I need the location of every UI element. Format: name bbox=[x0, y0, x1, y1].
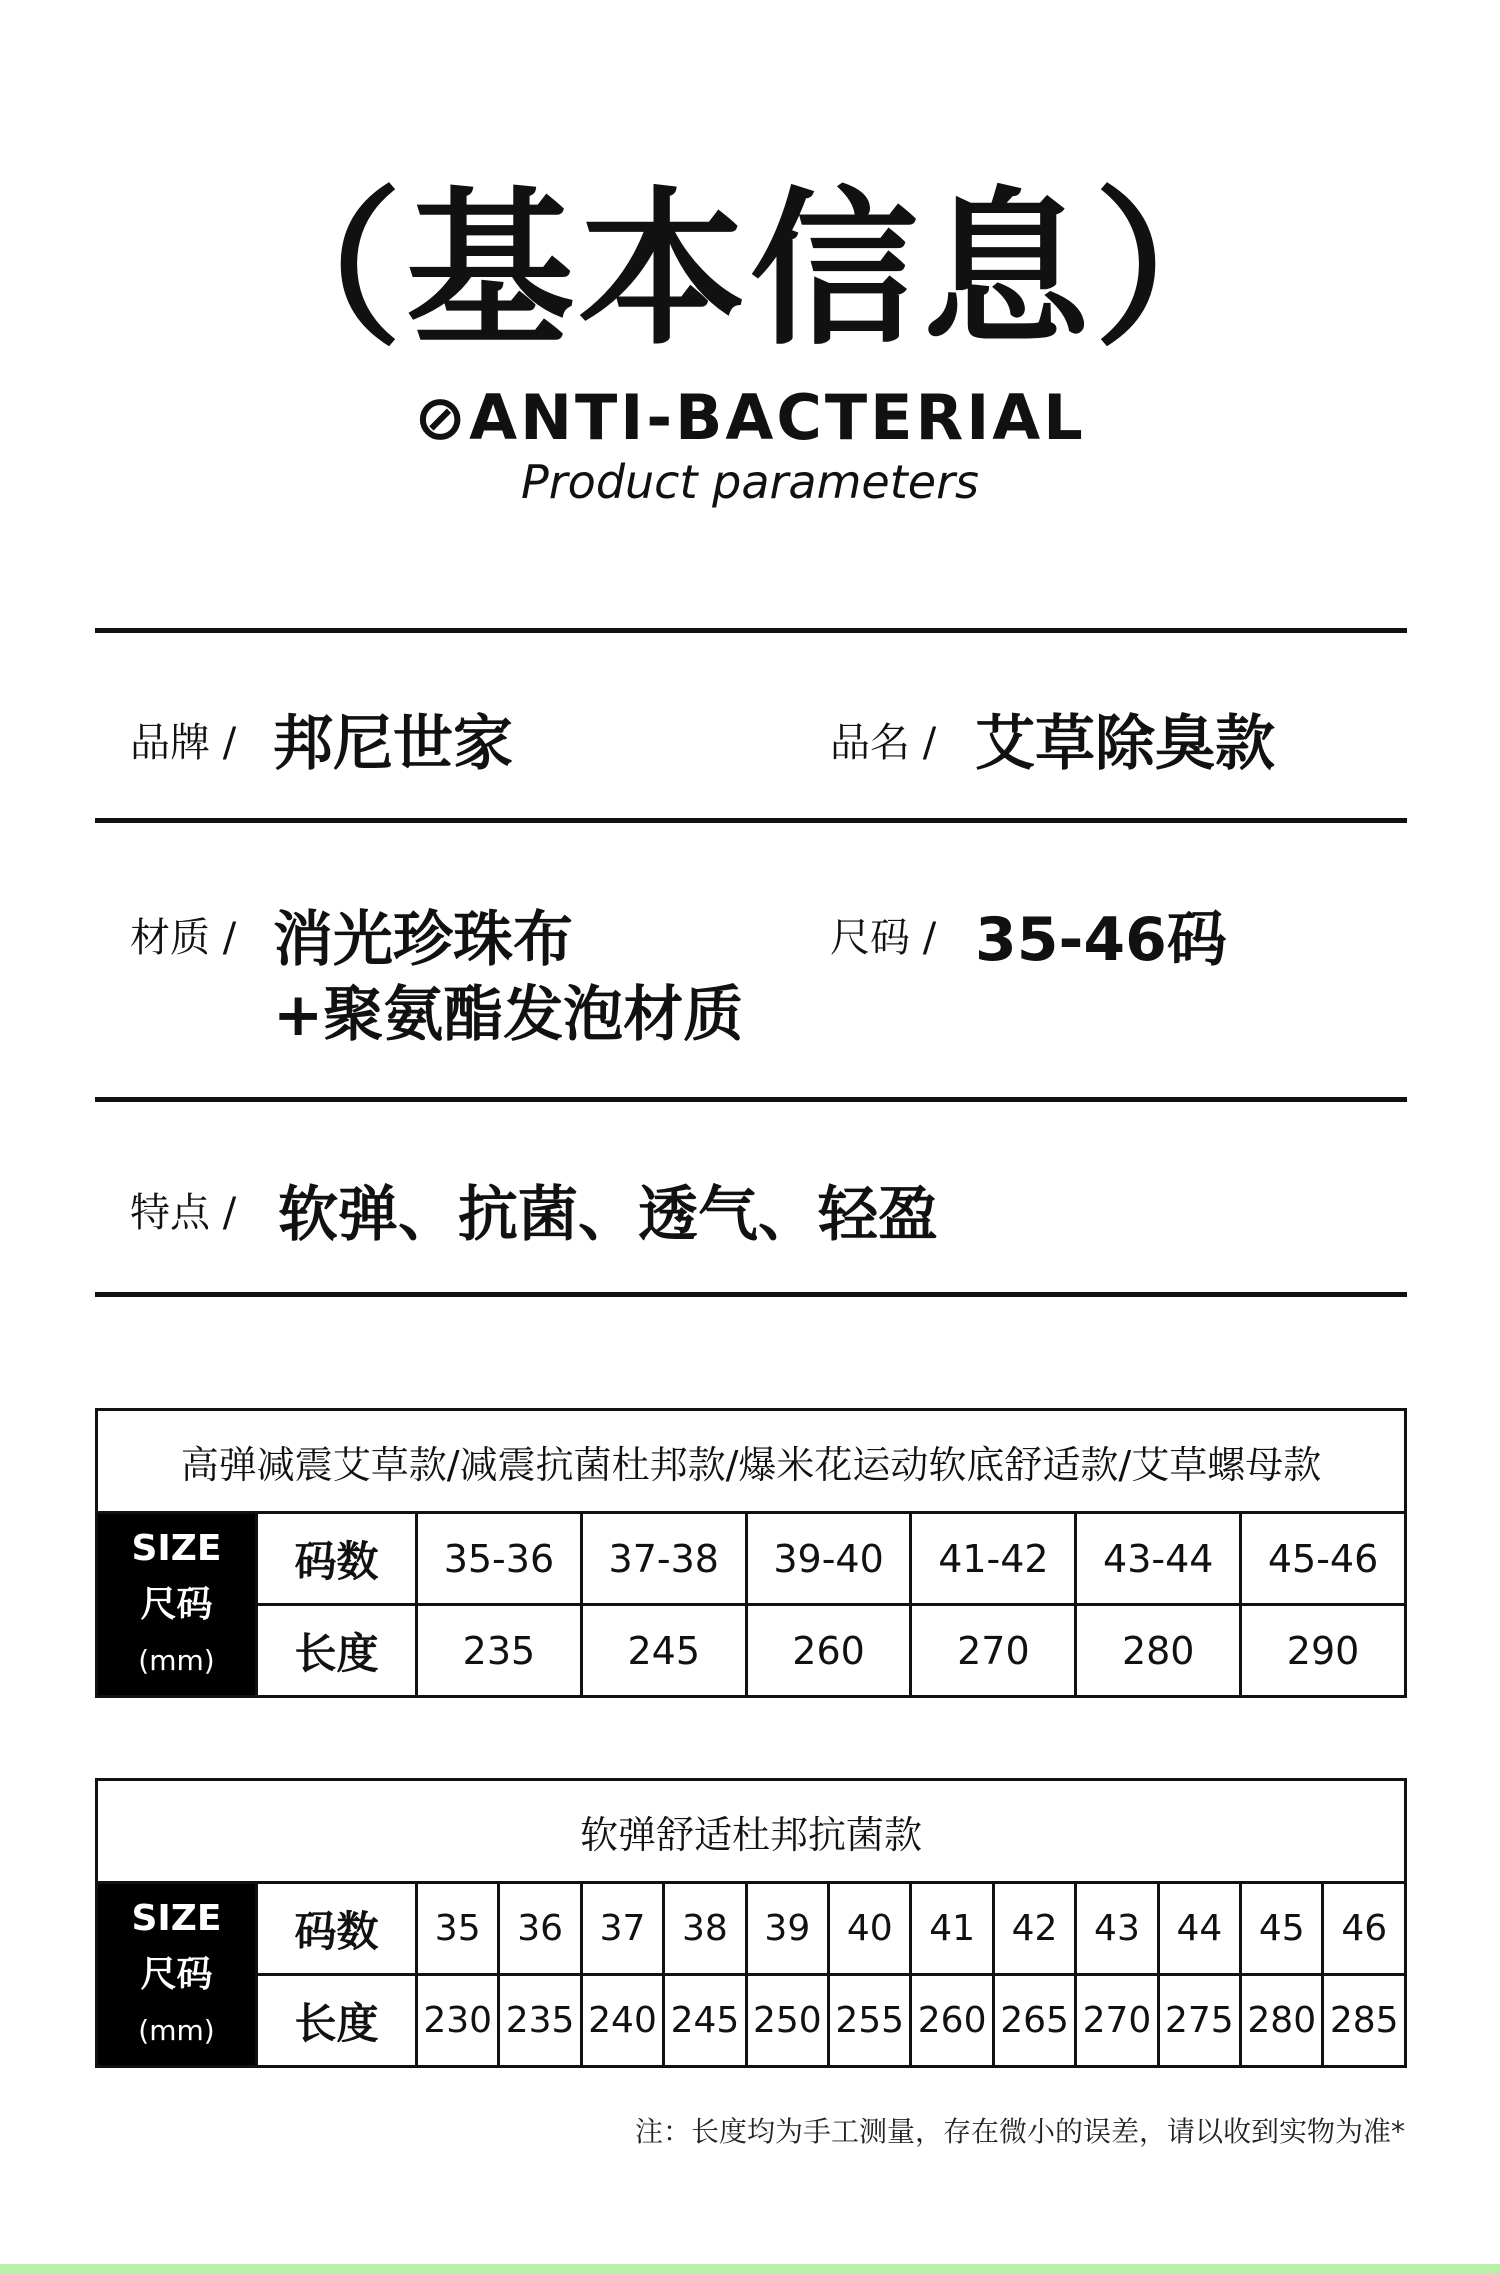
length-cell: 235 bbox=[499, 1975, 581, 2067]
divider-line bbox=[95, 628, 1407, 633]
material-label: 材质 / bbox=[130, 915, 237, 961]
length-cell: 260 bbox=[911, 1975, 993, 2067]
row-label-length: 长度 bbox=[257, 1605, 417, 1697]
material-value-line1: 消光珍珠布 bbox=[273, 905, 573, 975]
table-title: 软弹舒适杜邦抗菌款 bbox=[97, 1780, 1406, 1883]
size-range-value: 35-46码 bbox=[975, 905, 1227, 975]
divider-line bbox=[95, 818, 1407, 823]
size-cell: 39 bbox=[746, 1883, 828, 1975]
length-cell: 255 bbox=[829, 1975, 911, 2067]
divider-line bbox=[95, 1292, 1407, 1297]
length-cell: 250 bbox=[746, 1975, 828, 2067]
size-table-1 bbox=[95, 1408, 1407, 1698]
size-cell: 45-46 bbox=[1241, 1513, 1406, 1605]
row-label-length: 长度 bbox=[257, 1975, 417, 2067]
length-cell: 275 bbox=[1158, 1975, 1240, 2067]
size-range-label: 尺码 / bbox=[830, 915, 937, 961]
product-name-label: 品名 / bbox=[830, 720, 937, 766]
length-cell: 230 bbox=[417, 1975, 499, 2067]
brand-value: 邦尼世家 bbox=[273, 709, 513, 779]
size-cell: 41-42 bbox=[911, 1513, 1076, 1605]
length-cell: 290 bbox=[1241, 1605, 1406, 1697]
page-title: （基本信息） bbox=[234, 172, 1266, 368]
product-parameters-subtitle: Product parameters bbox=[521, 455, 979, 509]
length-cell: 270 bbox=[911, 1605, 1076, 1697]
length-cell: 260 bbox=[746, 1605, 911, 1697]
size-cell: 46 bbox=[1323, 1883, 1406, 1975]
size-cell: 45 bbox=[1241, 1883, 1323, 1975]
length-cell: 235 bbox=[417, 1605, 582, 1697]
features-value: 软弹、抗菌、透气、轻盈 bbox=[278, 1180, 938, 1250]
material-value-line2: +聚氨酯发泡材质 bbox=[273, 980, 744, 1050]
length-cell: 245 bbox=[581, 1605, 746, 1697]
size-cell: 37-38 bbox=[581, 1513, 746, 1605]
row-label-size: 码数 bbox=[257, 1883, 417, 1975]
size-cell: 41 bbox=[911, 1883, 993, 1975]
size-unit-header: SIZE 尺码 (mm) bbox=[97, 1513, 257, 1697]
size-cell: 37 bbox=[581, 1883, 663, 1975]
size-cell: 35 bbox=[417, 1883, 499, 1975]
length-cell: 270 bbox=[1076, 1975, 1158, 2067]
length-cell: 245 bbox=[664, 1975, 746, 2067]
length-cell: 240 bbox=[581, 1975, 663, 2067]
length-cell: 285 bbox=[1323, 1975, 1406, 2067]
size-unit-header: SIZE 尺码 (mm) bbox=[97, 1883, 257, 2067]
size-cell: 36 bbox=[499, 1883, 581, 1975]
length-cell: 265 bbox=[993, 1975, 1075, 2067]
bottom-accent-bar bbox=[0, 2264, 1500, 2274]
product-name-value: 艾草除臭款 bbox=[975, 709, 1275, 779]
size-cell: 44 bbox=[1158, 1883, 1240, 1975]
length-cell: 280 bbox=[1241, 1975, 1323, 2067]
size-cell: 38 bbox=[664, 1883, 746, 1975]
size-table-2 bbox=[95, 1778, 1407, 2068]
table-title: 高弹减震艾草款/减震抗菌杜邦款/爆米花运动软底舒适款/艾草螺母款 bbox=[97, 1410, 1406, 1513]
size-cell: 39-40 bbox=[746, 1513, 911, 1605]
size-cell: 43-44 bbox=[1076, 1513, 1241, 1605]
brand-label: 品牌 / bbox=[130, 720, 237, 766]
size-cell: 40 bbox=[829, 1883, 911, 1975]
size-cell: 43 bbox=[1076, 1883, 1158, 1975]
divider-line bbox=[95, 1097, 1407, 1102]
row-label-size: 码数 bbox=[257, 1513, 417, 1605]
measurement-note: 注：长度均为手工测量，存在微小的误差，请以收到实物为准* bbox=[634, 2115, 1405, 2148]
anti-bacterial-heading: ⊘ANTI-BACTERIAL bbox=[414, 381, 1086, 454]
size-cell: 42 bbox=[993, 1883, 1075, 1975]
size-cell: 35-36 bbox=[417, 1513, 582, 1605]
features-label: 特点 / bbox=[130, 1190, 237, 1236]
length-cell: 280 bbox=[1076, 1605, 1241, 1697]
